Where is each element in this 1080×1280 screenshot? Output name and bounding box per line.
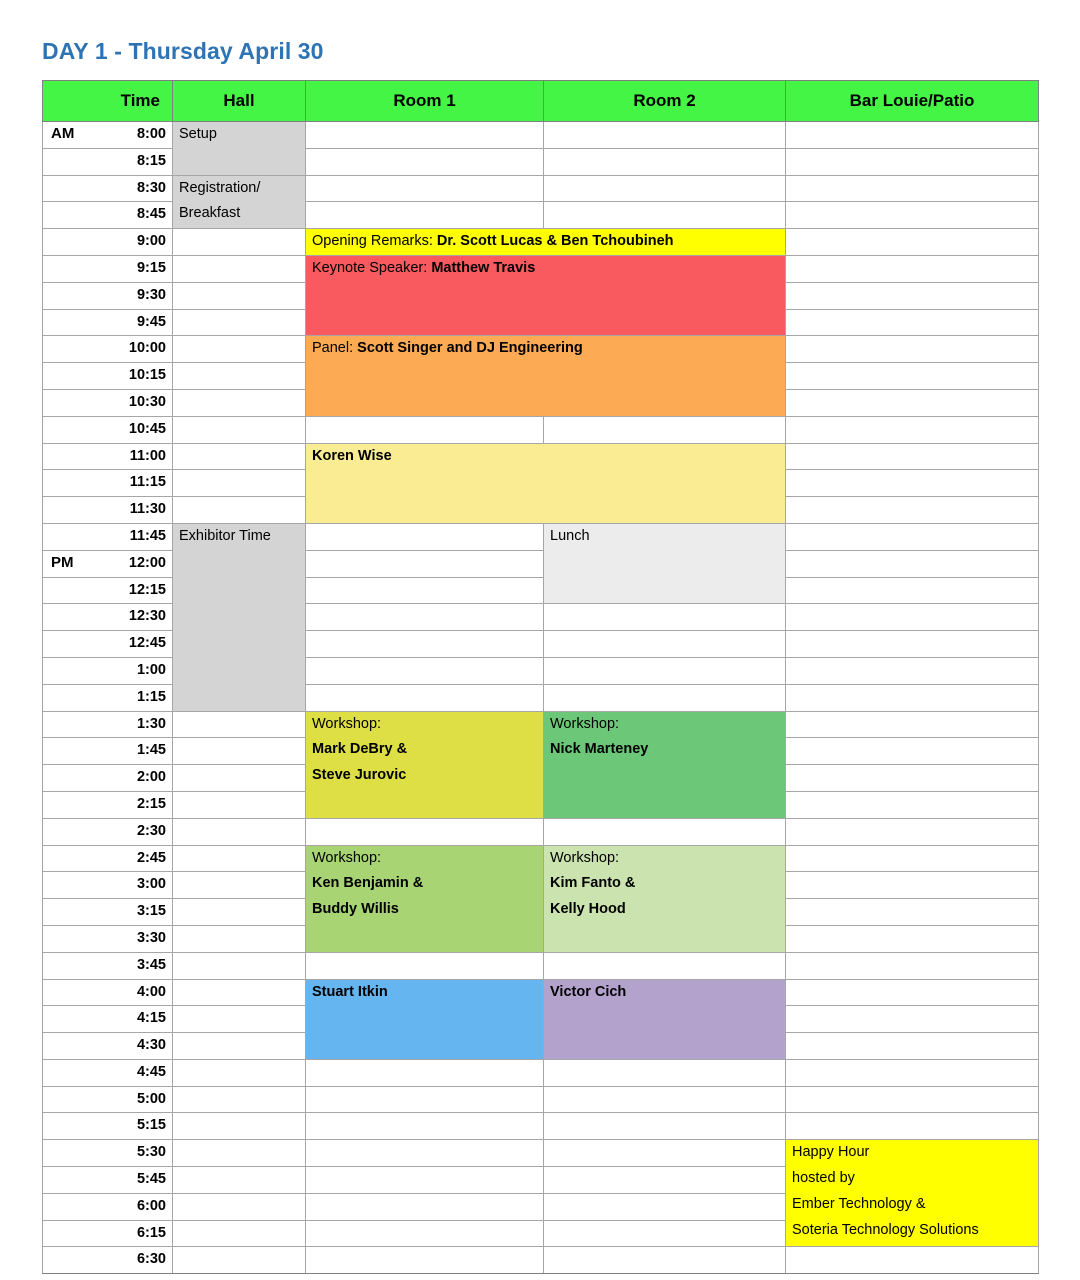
room2-empty-cell[interactable] bbox=[544, 818, 786, 845]
room1-empty-cell[interactable] bbox=[306, 523, 544, 550]
room2-event-cell[interactable]: Workshop: Kim Fanto & Kelly Hood bbox=[544, 845, 786, 952]
room2-empty-cell[interactable] bbox=[544, 175, 786, 202]
hall-empty-cell[interactable] bbox=[173, 1140, 306, 1167]
column-header-room2: Room 2 bbox=[544, 81, 786, 122]
room2-empty-cell[interactable] bbox=[544, 416, 786, 443]
hall-empty-cell[interactable] bbox=[173, 363, 306, 390]
room1-empty-cell[interactable] bbox=[306, 631, 544, 658]
room2-empty-cell[interactable] bbox=[544, 1059, 786, 1086]
schedule-body bbox=[43, 122, 1039, 1274]
hall-empty-cell[interactable] bbox=[173, 470, 306, 497]
bar-louie-empty-cell[interactable] bbox=[786, 631, 1039, 658]
bar-louie-empty-cell[interactable] bbox=[786, 282, 1039, 309]
time-label: 4:15 bbox=[43, 1006, 173, 1033]
room1-empty-cell[interactable] bbox=[306, 952, 544, 979]
time-label: 9:00 bbox=[43, 229, 173, 256]
room2-empty-cell[interactable] bbox=[544, 202, 786, 229]
time-label: 10:45 bbox=[43, 416, 173, 443]
time-label: 1:00 bbox=[43, 657, 173, 684]
bar-louie-empty-cell[interactable] bbox=[786, 229, 1039, 256]
hall-empty-cell[interactable] bbox=[173, 255, 306, 282]
table-row bbox=[43, 1059, 1039, 1086]
time-label: 4:00 bbox=[43, 979, 173, 1006]
hall-empty-cell[interactable] bbox=[173, 1220, 306, 1247]
bar-louie-empty-cell[interactable] bbox=[786, 470, 1039, 497]
bar-louie-empty-cell[interactable] bbox=[786, 202, 1039, 229]
bar-louie-empty-cell[interactable] bbox=[786, 148, 1039, 175]
time-label: 8:30 bbox=[43, 175, 173, 202]
time-label: 9:30 bbox=[43, 282, 173, 309]
page-title: DAY 1 - Thursday April 30 bbox=[42, 38, 324, 64]
room1-empty-cell[interactable] bbox=[306, 148, 544, 175]
time-label: 11:30 bbox=[43, 497, 173, 524]
bar-louie-empty-cell[interactable] bbox=[786, 175, 1039, 202]
room1-empty-cell[interactable] bbox=[306, 416, 544, 443]
time-label: 10:15 bbox=[43, 363, 173, 390]
bar-louie-empty-cell[interactable] bbox=[786, 684, 1039, 711]
hall-empty-cell[interactable] bbox=[173, 791, 306, 818]
time-label: 11:00 bbox=[43, 443, 173, 470]
ampm-label: PM bbox=[51, 553, 74, 571]
hall-empty-cell[interactable] bbox=[173, 979, 306, 1006]
room1-empty-cell[interactable] bbox=[306, 1140, 544, 1167]
time-label: AM 8:00 bbox=[43, 122, 173, 149]
hall-empty-cell[interactable] bbox=[173, 925, 306, 952]
room2-empty-cell[interactable] bbox=[544, 1113, 786, 1140]
table-row bbox=[43, 416, 1039, 443]
time-label: 8:45 bbox=[43, 202, 173, 229]
time-label: 3:15 bbox=[43, 899, 173, 926]
room1-empty-cell[interactable] bbox=[306, 604, 544, 631]
time-label: 11:45 bbox=[43, 523, 173, 550]
bar-louie-empty-cell[interactable] bbox=[786, 443, 1039, 470]
table-row bbox=[43, 845, 1039, 872]
bar-louie-empty-cell[interactable] bbox=[786, 1006, 1039, 1033]
bar-louie-empty-cell[interactable] bbox=[786, 416, 1039, 443]
room2-empty-cell[interactable] bbox=[544, 1140, 786, 1167]
time-label: 3:45 bbox=[43, 952, 173, 979]
hall-event-cell[interactable]: Exhibitor Time bbox=[173, 523, 306, 711]
time-label: 8:15 bbox=[43, 148, 173, 175]
bar-louie-empty-cell[interactable] bbox=[786, 899, 1039, 926]
table-row bbox=[43, 255, 1039, 282]
bar-louie-event-cell[interactable]: Happy Hour hosted by Ember Technology & Soteria Technology Solutions bbox=[786, 1140, 1039, 1247]
room2-empty-cell[interactable] bbox=[544, 1167, 786, 1194]
hall-empty-cell[interactable] bbox=[173, 282, 306, 309]
time-label: 2:45 bbox=[43, 845, 173, 872]
table-row bbox=[43, 1247, 1039, 1274]
table-row bbox=[43, 1086, 1039, 1113]
time-label: 5:30 bbox=[43, 1140, 173, 1167]
hall-empty-cell[interactable] bbox=[173, 1086, 306, 1113]
table-row bbox=[43, 1113, 1039, 1140]
bar-louie-empty-cell[interactable] bbox=[786, 952, 1039, 979]
room2-empty-cell[interactable] bbox=[544, 1086, 786, 1113]
hall-empty-cell[interactable] bbox=[173, 899, 306, 926]
time-label: 9:15 bbox=[43, 255, 173, 282]
room1-empty-cell[interactable] bbox=[306, 202, 544, 229]
bar-louie-empty-cell[interactable] bbox=[786, 1033, 1039, 1060]
room2-event-cell[interactable]: Workshop: Nick Marteney bbox=[544, 711, 786, 818]
time-label: 1:15 bbox=[43, 684, 173, 711]
table-row bbox=[43, 443, 1039, 470]
bar-louie-empty-cell[interactable] bbox=[786, 1059, 1039, 1086]
room1-empty-cell[interactable] bbox=[306, 1113, 544, 1140]
room1-empty-cell[interactable] bbox=[306, 175, 544, 202]
hall-empty-cell[interactable] bbox=[173, 416, 306, 443]
bar-louie-empty-cell[interactable] bbox=[786, 1113, 1039, 1140]
bar-louie-empty-cell[interactable] bbox=[786, 711, 1039, 738]
room2-empty-cell[interactable] bbox=[544, 657, 786, 684]
hall-empty-cell[interactable] bbox=[173, 711, 306, 738]
time-label: 5:15 bbox=[43, 1113, 173, 1140]
room1-empty-cell[interactable] bbox=[306, 684, 544, 711]
room2-empty-cell[interactable] bbox=[544, 952, 786, 979]
bar-louie-empty-cell[interactable] bbox=[786, 979, 1039, 1006]
time-label: 11:15 bbox=[43, 470, 173, 497]
room2-empty-cell[interactable] bbox=[544, 1247, 786, 1274]
hall-empty-cell[interactable] bbox=[173, 229, 306, 256]
room2-empty-cell[interactable] bbox=[544, 148, 786, 175]
hall-event-cell[interactable]: Setup bbox=[173, 122, 306, 176]
bar-louie-empty-cell[interactable] bbox=[786, 818, 1039, 845]
bar-louie-empty-cell[interactable] bbox=[786, 925, 1039, 952]
time-label: 5:45 bbox=[43, 1167, 173, 1194]
time-label: 12:30 bbox=[43, 604, 173, 631]
room2-event-cell[interactable]: Victor Cich bbox=[544, 979, 786, 1059]
time-label: PM 12:00 bbox=[43, 550, 173, 577]
room2-empty-cell[interactable] bbox=[544, 1193, 786, 1220]
column-header-bar-louie-patio: Bar Louie/Patio bbox=[786, 81, 1039, 122]
time-label: 1:30 bbox=[43, 711, 173, 738]
room2-empty-cell[interactable] bbox=[544, 604, 786, 631]
time-label: 12:45 bbox=[43, 631, 173, 658]
room1-empty-cell[interactable] bbox=[306, 1193, 544, 1220]
time-label: 6:15 bbox=[43, 1220, 173, 1247]
time-label: 10:30 bbox=[43, 389, 173, 416]
bar-louie-empty-cell[interactable] bbox=[786, 309, 1039, 336]
bar-louie-empty-cell[interactable] bbox=[786, 497, 1039, 524]
room1-event-cell[interactable]: Panel: Scott Singer and DJ Engineering bbox=[306, 336, 786, 416]
time-label: 5:00 bbox=[43, 1086, 173, 1113]
bar-louie-empty-cell[interactable] bbox=[786, 845, 1039, 872]
time-label: 4:30 bbox=[43, 1033, 173, 1060]
hall-empty-cell[interactable] bbox=[173, 845, 306, 872]
hall-empty-cell[interactable] bbox=[173, 336, 306, 363]
room1-event-cell[interactable]: Stuart Itkin bbox=[306, 979, 544, 1059]
hall-empty-cell[interactable] bbox=[173, 309, 306, 336]
hall-empty-cell[interactable] bbox=[173, 1113, 306, 1140]
table-row bbox=[43, 711, 1039, 738]
table-row bbox=[43, 175, 1039, 202]
hall-empty-cell[interactable] bbox=[173, 765, 306, 792]
time-label: 4:45 bbox=[43, 1059, 173, 1086]
bar-louie-empty-cell[interactable] bbox=[786, 657, 1039, 684]
bar-louie-empty-cell[interactable] bbox=[786, 577, 1039, 604]
schedule-table bbox=[42, 80, 1039, 1274]
room1-event-cell[interactable]: Koren Wise bbox=[306, 443, 786, 523]
room1-event-cell[interactable]: Opening Remarks: Dr. Scott Lucas & Ben Tchoubineh bbox=[306, 229, 786, 256]
room1-empty-cell[interactable] bbox=[306, 122, 544, 149]
bar-louie-empty-cell[interactable] bbox=[786, 389, 1039, 416]
hall-empty-cell[interactable] bbox=[173, 872, 306, 899]
room2-empty-cell[interactable] bbox=[544, 631, 786, 658]
table-row bbox=[43, 229, 1039, 256]
room1-empty-cell[interactable] bbox=[306, 1167, 544, 1194]
bar-louie-empty-cell[interactable] bbox=[786, 550, 1039, 577]
bar-louie-empty-cell[interactable] bbox=[786, 738, 1039, 765]
time-label: 3:30 bbox=[43, 925, 173, 952]
time-label: 2:30 bbox=[43, 818, 173, 845]
room2-event-cell[interactable]: Lunch bbox=[544, 523, 786, 603]
room1-event-cell[interactable]: Workshop: Ken Benjamin & Buddy Willis bbox=[306, 845, 544, 952]
hall-empty-cell[interactable] bbox=[173, 1247, 306, 1274]
table-row bbox=[43, 979, 1039, 1006]
table-row bbox=[43, 818, 1039, 845]
time-label: 1:45 bbox=[43, 738, 173, 765]
time-label: 9:45 bbox=[43, 309, 173, 336]
bar-louie-empty-cell[interactable] bbox=[786, 765, 1039, 792]
time-label: 6:30 bbox=[43, 1247, 173, 1274]
bar-louie-empty-cell[interactable] bbox=[786, 255, 1039, 282]
hall-empty-cell[interactable] bbox=[173, 389, 306, 416]
time-label: 6:00 bbox=[43, 1193, 173, 1220]
hall-empty-cell[interactable] bbox=[173, 1006, 306, 1033]
hall-empty-cell[interactable] bbox=[173, 738, 306, 765]
hall-event-cell[interactable]: Registration/ Breakfast bbox=[173, 175, 306, 229]
room1-event-cell[interactable]: Workshop: Mark DeBry & Steve Jurovic bbox=[306, 711, 544, 818]
hall-empty-cell[interactable] bbox=[173, 443, 306, 470]
hall-empty-cell[interactable] bbox=[173, 1059, 306, 1086]
bar-louie-empty-cell[interactable] bbox=[786, 604, 1039, 631]
time-label: 12:15 bbox=[43, 577, 173, 604]
room1-event-cell[interactable]: Keynote Speaker: Matthew Travis bbox=[306, 255, 786, 335]
bar-louie-empty-cell[interactable] bbox=[786, 1086, 1039, 1113]
ampm-label: AM bbox=[51, 125, 75, 142]
table-row bbox=[43, 952, 1039, 979]
bar-louie-empty-cell[interactable] bbox=[786, 872, 1039, 899]
room1-empty-cell[interactable] bbox=[306, 1086, 544, 1113]
hall-empty-cell[interactable] bbox=[173, 818, 306, 845]
column-header-time: Time bbox=[43, 81, 173, 122]
bar-louie-empty-cell[interactable] bbox=[786, 363, 1039, 390]
time-label: 3:00 bbox=[43, 872, 173, 899]
time-label: 10:00 bbox=[43, 336, 173, 363]
room1-empty-cell[interactable] bbox=[306, 1247, 544, 1274]
room1-empty-cell[interactable] bbox=[306, 550, 544, 577]
room1-empty-cell[interactable] bbox=[306, 1220, 544, 1247]
table-row bbox=[43, 1140, 1039, 1167]
table-header-row bbox=[43, 81, 1039, 122]
hall-empty-cell[interactable] bbox=[173, 497, 306, 524]
room1-empty-cell[interactable] bbox=[306, 657, 544, 684]
room2-empty-cell[interactable] bbox=[544, 122, 786, 149]
hall-empty-cell[interactable] bbox=[173, 952, 306, 979]
table-row bbox=[43, 122, 1039, 149]
hall-empty-cell[interactable] bbox=[173, 1193, 306, 1220]
column-header-hall: Hall bbox=[173, 81, 306, 122]
time-label: 2:00 bbox=[43, 765, 173, 792]
time-label: 2:15 bbox=[43, 791, 173, 818]
room1-empty-cell[interactable] bbox=[306, 1059, 544, 1086]
bar-louie-empty-cell[interactable] bbox=[786, 336, 1039, 363]
hall-empty-cell[interactable] bbox=[173, 1167, 306, 1194]
room1-empty-cell[interactable] bbox=[306, 818, 544, 845]
room2-empty-cell[interactable] bbox=[544, 684, 786, 711]
column-header-room1: Room 1 bbox=[306, 81, 544, 122]
table-row bbox=[43, 336, 1039, 363]
hall-empty-cell[interactable] bbox=[173, 1033, 306, 1060]
room1-empty-cell[interactable] bbox=[306, 577, 544, 604]
room2-empty-cell[interactable] bbox=[544, 1220, 786, 1247]
bar-louie-empty-cell[interactable] bbox=[786, 122, 1039, 149]
bar-louie-empty-cell[interactable] bbox=[786, 791, 1039, 818]
table-row bbox=[43, 523, 1039, 550]
bar-louie-empty-cell[interactable] bbox=[786, 523, 1039, 550]
bar-louie-empty-cell[interactable] bbox=[786, 1247, 1039, 1274]
